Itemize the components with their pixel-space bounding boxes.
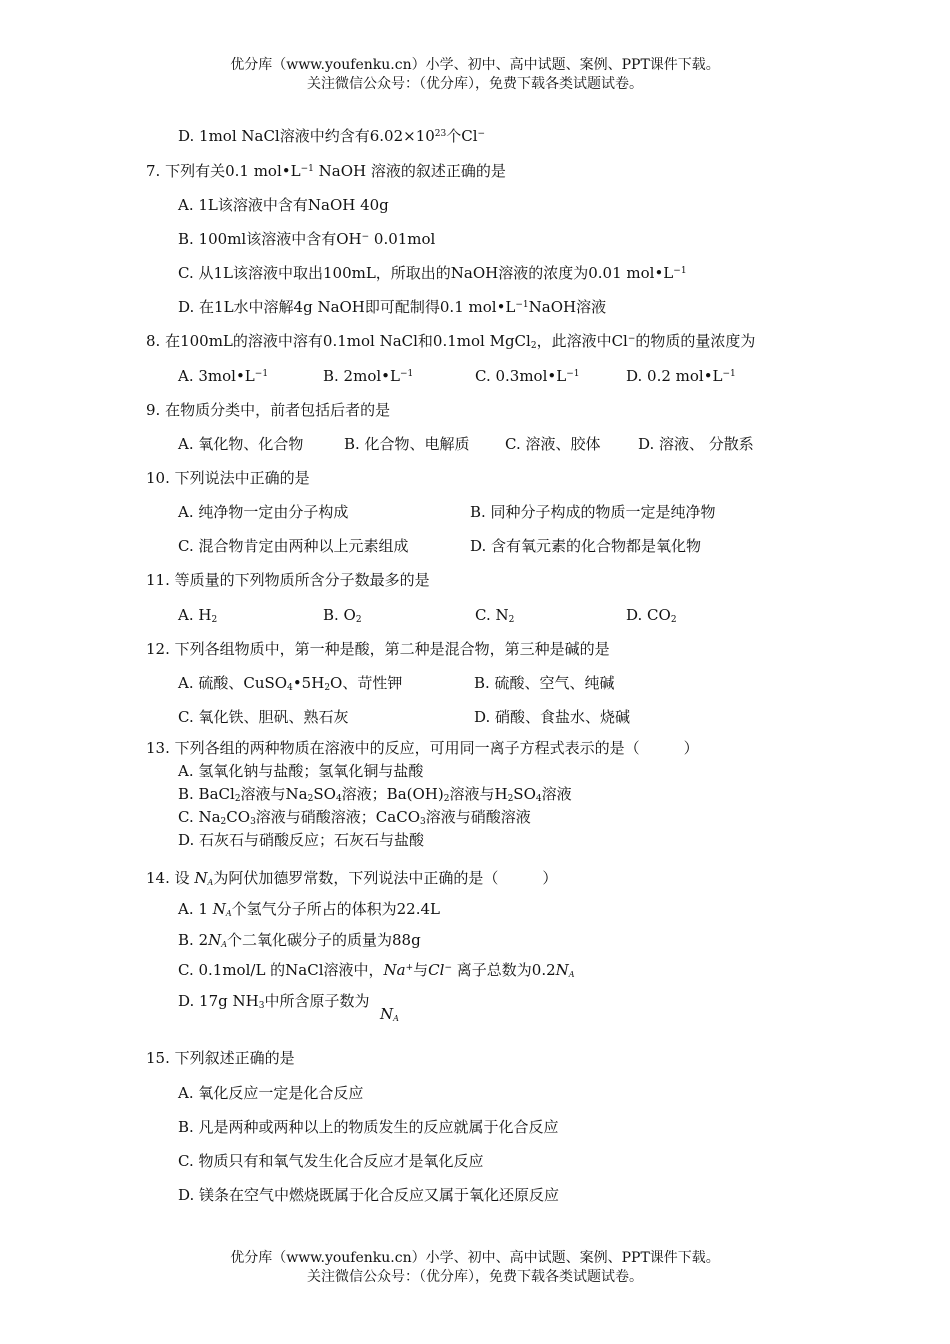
q8-option-b: B. $2mol•L^{-1}$ [323, 367, 414, 385]
q7-option-c: C. 从1L该溶液中取出100mL，所取出的NaOH溶液的浓度为0.01 $mol•L^{-1}$ [178, 264, 687, 282]
q14-option-d: D. 17g $NH_3$中所含原子数为 [178, 992, 370, 1011]
q12-option-d: D. 硝酸、食盐水、烧碱 [474, 708, 631, 726]
q9-option-c: C. 溶液、胶体 [505, 435, 601, 453]
q10-option-c: C. 混合物肯定由两种以上元素组成 [178, 537, 409, 555]
q7-option-a: A. 1L该溶液中含有NaOH 40g [178, 196, 389, 214]
na-symbol: $N_A$ [194, 869, 214, 887]
q15-option-d: D. 镁条在空气中燃烧既属于化合反应又属于氧化还原反应 [178, 1186, 560, 1204]
header-line-2: 关注微信公众号：（优分库），免费下载各类试题试卷。 [307, 76, 643, 92]
q14-option-d-na: $N_A$ [380, 1005, 399, 1023]
q9-option-a: A. 氧化物、化合物 [178, 435, 304, 453]
q8-option-a: A. $3mol•L^{-1}$ [178, 367, 269, 385]
q8-option-c: C. $0.3mol•L^{-1}$ [475, 367, 580, 385]
q15-option-b: B. 凡是两种或两种以上的物质发生的反应就属于化合反应 [178, 1118, 559, 1136]
q11-option-c: C. $N_2$ [475, 606, 515, 625]
q10-option-d: D. 含有氧元素的化合物都是氧化物 [470, 537, 702, 555]
q8-option-d: D. 0.2 $mol•L^{-1}$ [626, 367, 736, 385]
header-line-1: 优分库（www.youfenku.cn）小学、初中、高中试题、案例、PPT课件下载。 [230, 57, 720, 73]
q14-option-c: C. 0.1mol/L 的NaCl溶液中，Na+与Cl− 离子总数为$0.2N_A$ [178, 961, 575, 979]
q10-stem: 10. 下列说法中正确的是 [146, 469, 310, 487]
q10-option-a: A. 纯净物一定由分子构成 [178, 503, 349, 521]
q12-option-a: A. 硫酸、$CuSO_4•5H_2O$、苛性钾 [178, 674, 403, 693]
q13-stem: 13. 下列各组的两种物质在溶液中的反应，可用同一离子方程式表示的是（ ） [146, 739, 699, 757]
q9-option-b: B. 化合物、电解质 [344, 435, 470, 453]
q9-stem: 9. 在物质分类中，前者包括后者的是 [146, 401, 391, 419]
q12-option-c: C. 氧化铁、胆矾、熟石灰 [178, 708, 349, 726]
q7-option-d: D. 在1L水中溶解4g NaOH即可配制得0.1 $mol•L^{-1}NaOH$溶液 [178, 298, 607, 316]
q11-option-a: A. $H_2$ [178, 606, 218, 625]
q13-option-a: A. 氢氧化钠与盐酸；氢氧化铜与盐酸 [178, 762, 424, 780]
q14-option-a: A. 1 $N_A$个氢气分子所占的体积为22.4L [178, 900, 440, 918]
q11-option-b: B. $O_2$ [323, 606, 362, 625]
q12-option-b: B. 硫酸、空气、纯碱 [474, 674, 615, 692]
q7-stem: 7. 下列有关0.1 $mol•L^{-1}$ NaOH 溶液的叙述正确的是 [146, 162, 506, 180]
footer-line-2: 关注微信公众号：（优分库），免费下载各类试题试卷。 [307, 1269, 643, 1285]
q11-option-d: D. $CO_2$ [626, 606, 677, 625]
q9-option-d: D. 溶液、 分散系 [638, 435, 754, 453]
q15-option-a: A. 氧化反应一定是化合反应 [178, 1084, 364, 1102]
q10-option-b: B. 同种分子构成的物质一定是纯净物 [470, 503, 716, 521]
q7-option-b: B. 100ml该溶液中含有OH− 0.01mol [178, 230, 436, 248]
q15-stem: 15. 下列叙述正确的是 [146, 1049, 295, 1067]
q13-option-d: D. 石灰石与硝酸反应；石灰石与盐酸 [178, 831, 425, 849]
q13-option-b: B. BaCl$_2$溶液与$Na_2SO_4$溶液；$Ba(OH)_2$溶液与$H_2SO_4$溶液 [178, 785, 572, 804]
q6-option-d: D. 1mol NaCl溶液中约含有$6.02\times 10^{23}$个Cl− [178, 127, 486, 145]
q13-option-c: C. $Na_2CO_3$溶液与硝酸溶液；CaCO$_3$溶液与硝酸溶液 [178, 808, 531, 827]
page-header [0, 56, 950, 94]
q12-stem: 12. 下列各组物质中，第一种是酸，第二种是混合物，第三种是碱的是 [146, 640, 610, 658]
q8-stem: 8. 在100mL的溶液中溶有0.1mol NaCl和0.1mol MgCl$_2$，此溶液中Cl−的物质的量浓度为 [146, 332, 756, 351]
q14-option-b: B. $2N_A$个二氧化碳分子的质量为88g [178, 931, 421, 949]
q14-stem: 14. 设 $N_A$为阿伏加德罗常数，下列说法中正确的是（ ） [146, 869, 558, 887]
footer-line-1: 优分库（www.youfenku.cn）小学、初中、高中试题、案例、PPT课件下载。 [230, 1250, 720, 1266]
q15-option-c: C. 物质只有和氧气发生化合反应才是氧化反应 [178, 1152, 484, 1170]
q11-stem: 11. 等质量的下列物质所含分子数最多的是 [146, 571, 430, 589]
page-footer [0, 1249, 950, 1287]
